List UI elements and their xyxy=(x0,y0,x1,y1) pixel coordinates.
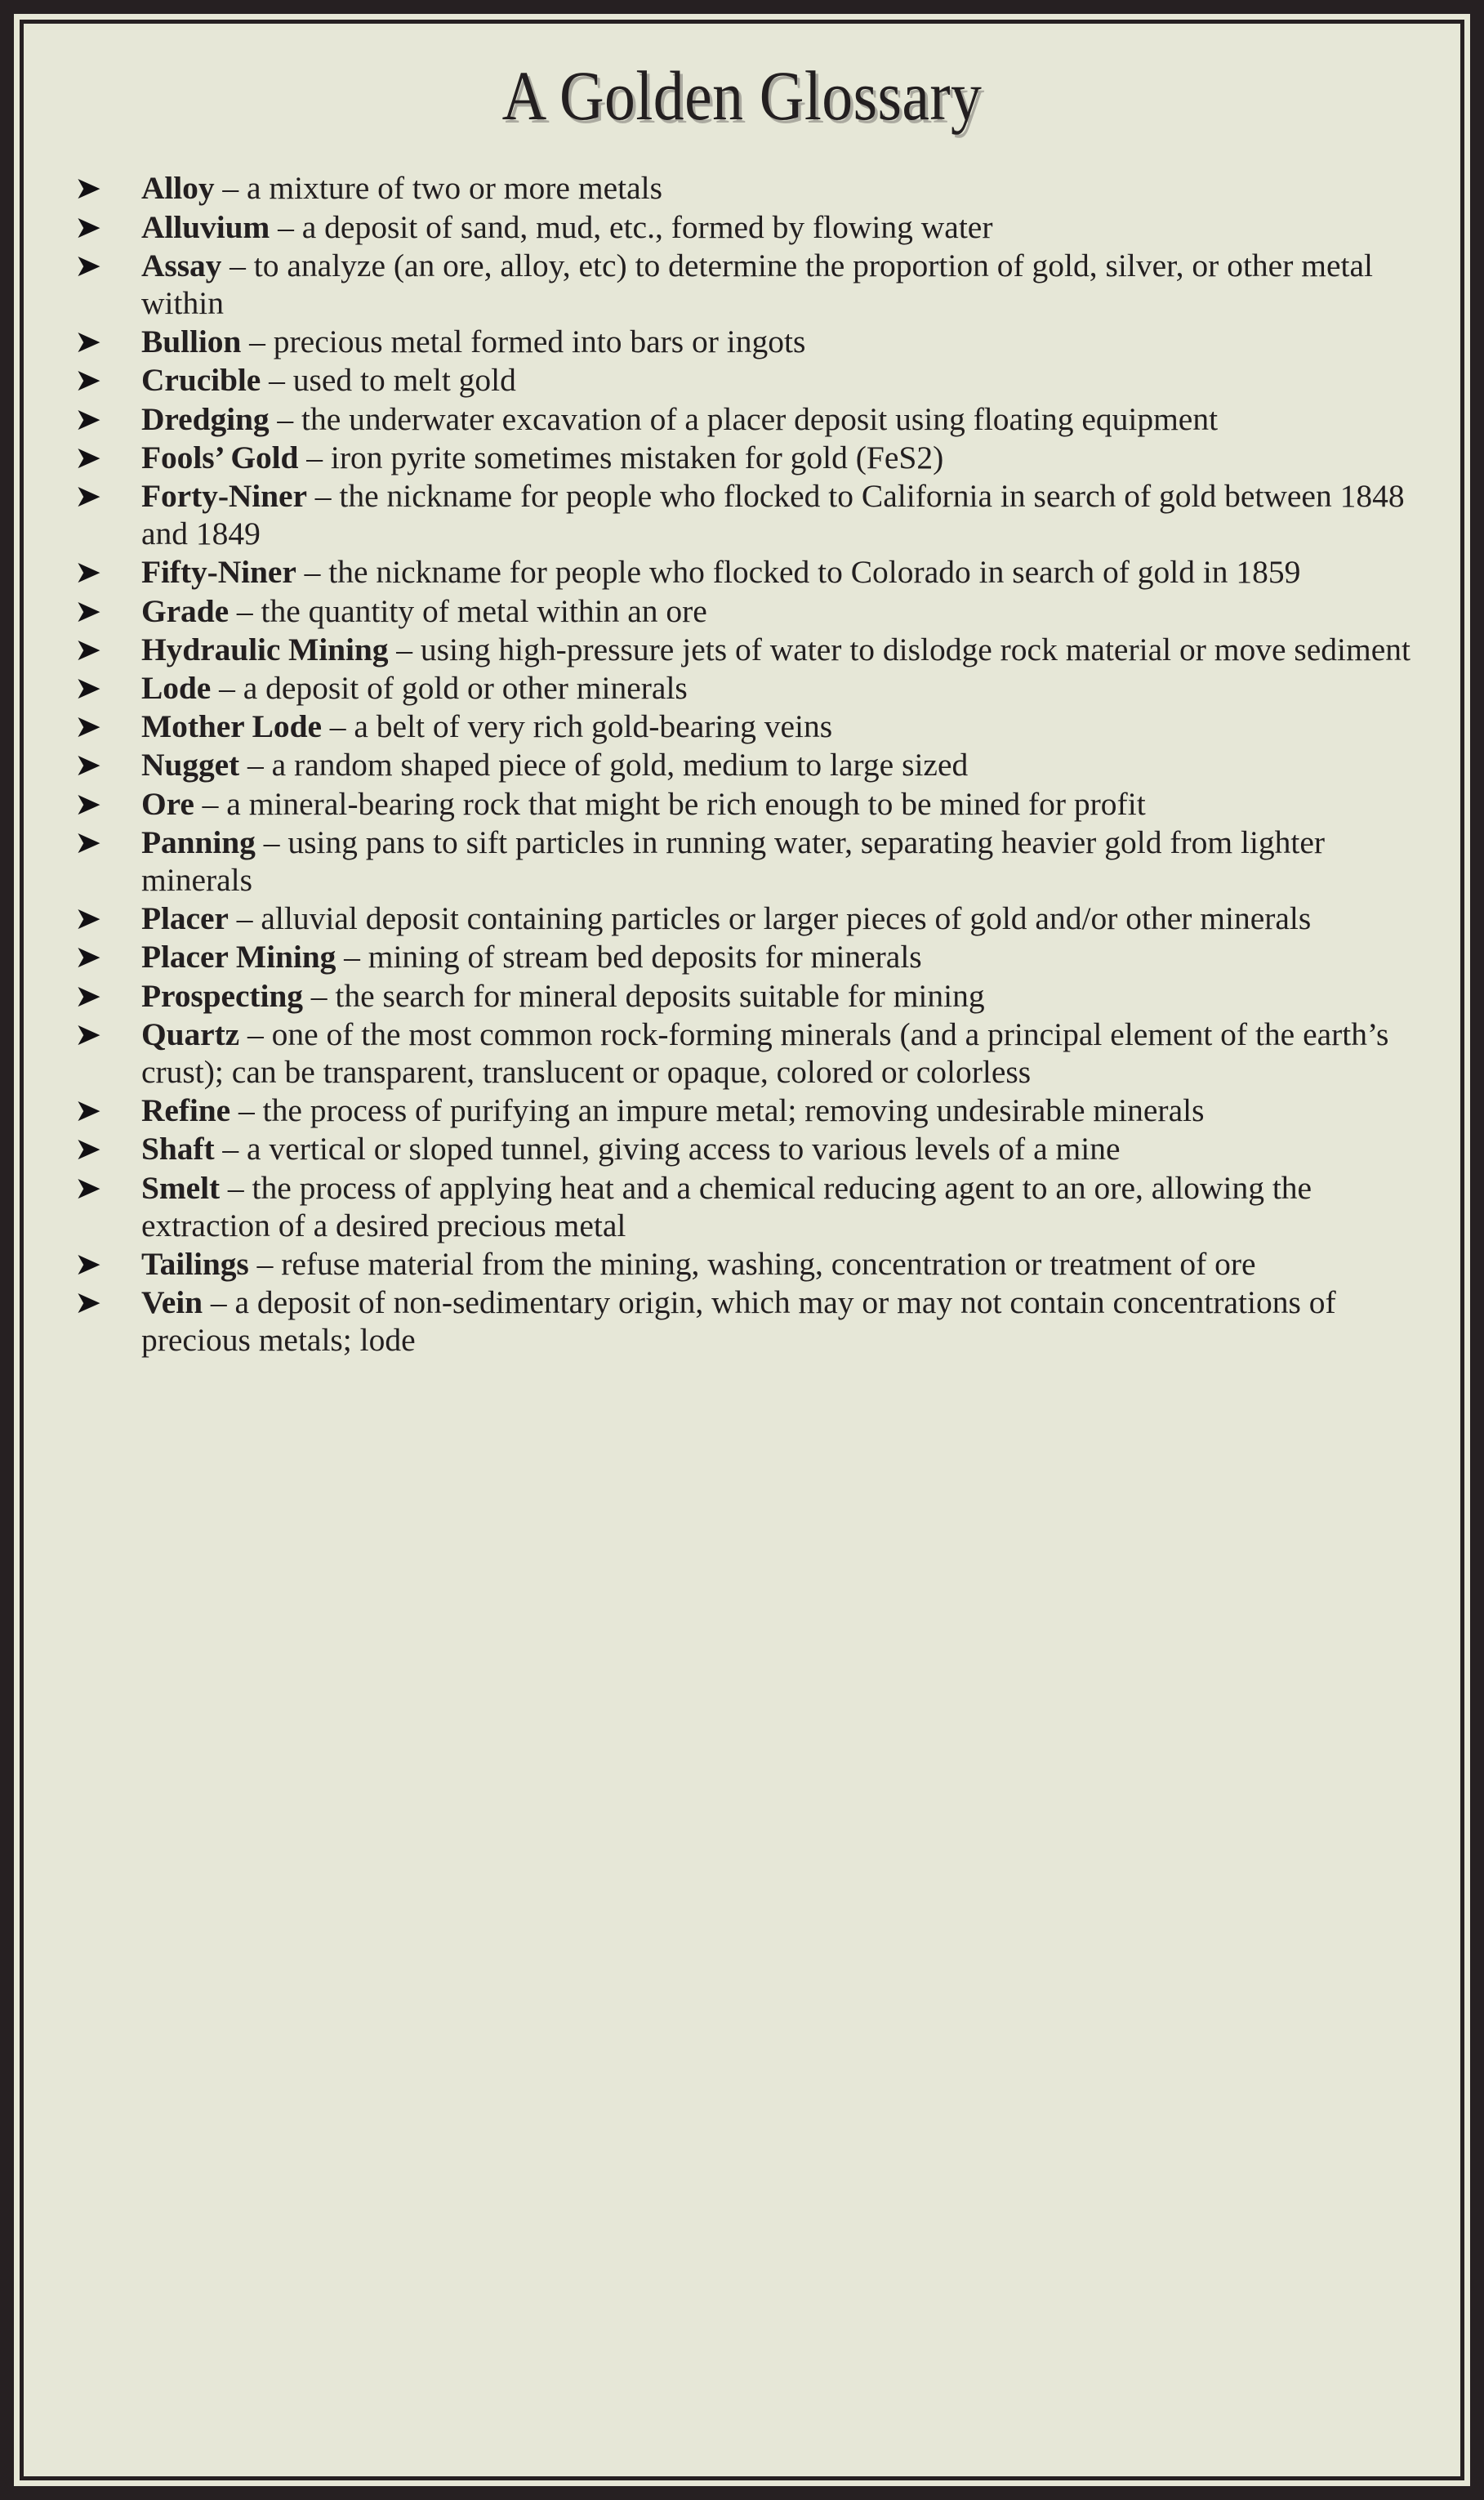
glossary-entry xyxy=(69,708,1411,745)
arrow-bullet-icon: ➤ xyxy=(74,787,102,822)
arrow-bullet-icon: ➤ xyxy=(74,1171,102,1206)
glossary-entry xyxy=(69,1283,1411,1359)
arrow-bullet-icon: ➤ xyxy=(74,940,102,975)
glossary-term: Bullion xyxy=(141,324,242,360)
glossary-entry xyxy=(69,900,1411,937)
glossary-entry xyxy=(69,669,1411,707)
glossary-entry xyxy=(69,746,1411,783)
glossary-term: Lode xyxy=(141,669,212,706)
glossary-term: Smelt xyxy=(141,1169,221,1206)
term-definition-separator: – xyxy=(220,1169,252,1206)
glossary-entry xyxy=(69,477,1411,552)
glossary-definition: the quantity of metal within an ore xyxy=(261,592,707,629)
term-definition-separator: – xyxy=(194,785,227,822)
poster-frame-inner-rule xyxy=(20,20,1464,2480)
glossary-term: Fifty-Niner xyxy=(141,554,296,591)
arrow-bullet-icon: ➤ xyxy=(74,325,102,360)
glossary-entry xyxy=(69,938,1411,975)
glossary-term: Shaft xyxy=(141,1131,215,1167)
term-definition-separator: – xyxy=(306,477,340,514)
glossary-definition: to analyze (an ore, alloy, etc) to determine the proportion of gold, silver, or other metal within xyxy=(141,247,1373,321)
arrow-bullet-icon: ➤ xyxy=(74,364,102,399)
glossary-entry xyxy=(69,1169,1411,1244)
arrow-bullet-icon: ➤ xyxy=(74,1286,102,1321)
glossary-definition: a deposit of sand, mud, etc., formed by flowing water xyxy=(301,208,993,245)
arrow-bullet-icon: ➤ xyxy=(74,748,102,783)
glossary-entry xyxy=(69,400,1411,438)
glossary-definition: a mineral-bearing rock that might be rich enough to be mined for profit xyxy=(226,785,1146,822)
glossary-term: Placer Mining xyxy=(141,939,336,975)
glossary-entry xyxy=(69,785,1411,823)
term-definition-separator: – xyxy=(302,977,336,1014)
arrow-bullet-icon: ➤ xyxy=(74,902,102,937)
glossary-entry xyxy=(69,631,1411,668)
arrow-bullet-icon: ➤ xyxy=(74,710,102,745)
glossary-term: Fools’ Gold xyxy=(141,439,299,475)
arrow-bullet-icon: ➤ xyxy=(74,402,102,437)
term-definition-separator: – xyxy=(214,1131,247,1167)
arrow-bullet-icon: ➤ xyxy=(74,979,102,1014)
arrow-bullet-icon: ➤ xyxy=(74,479,102,514)
glossary-term: Hydraulic Mining xyxy=(141,631,389,667)
term-definition-separator: – xyxy=(321,708,354,745)
glossary-definition: a deposit of non-sedimentary origin, which may or may not contain concentrations of precious metals; lode xyxy=(141,1284,1336,1359)
glossary-definition: used to melt gold xyxy=(292,362,516,399)
glossary-definition: a vertical or sloped tunnel, giving access to various levels of a mine xyxy=(247,1131,1121,1167)
glossary-definition: the process of purifying an impure metal; removing undesirable minerals xyxy=(262,1092,1205,1129)
term-definition-separator: – xyxy=(211,669,243,706)
glossary-term: Vein xyxy=(141,1284,203,1321)
glossary-entry xyxy=(69,361,1411,399)
term-definition-separator: – xyxy=(388,631,421,667)
glossary-term: Grade xyxy=(141,592,230,629)
glossary-definition: precious metal formed into bars or ingots xyxy=(273,324,806,360)
arrow-bullet-icon: ➤ xyxy=(74,1017,102,1052)
glossary-definition: the process of applying heat and a chemical reducing agent to an ore, allowing the extraction of a desired precious metal xyxy=(141,1169,1312,1243)
glossary-entry xyxy=(69,1245,1411,1283)
arrow-bullet-icon: ➤ xyxy=(74,594,102,629)
glossary-term: Alloy xyxy=(141,170,215,207)
glossary-entry xyxy=(69,247,1411,322)
glossary-definition: mining of stream bed deposits for minerals xyxy=(368,939,922,975)
poster-frame-gap xyxy=(14,14,1470,2486)
term-definition-separator: – xyxy=(202,1284,235,1321)
glossary-definition: a deposit of gold or other minerals xyxy=(243,669,688,706)
glossary-entry xyxy=(69,1130,1411,1167)
glossary-list xyxy=(69,169,1415,1359)
glossary-entry xyxy=(69,1092,1411,1129)
glossary-definition: refuse material from the mining, washing, concentration or treatment of ore xyxy=(281,1246,1256,1282)
glossary-definition: alluvial deposit containing particles or larger pieces of gold and/or other minerals xyxy=(261,900,1312,937)
term-definition-separator: – xyxy=(298,439,331,475)
glossary-sheet xyxy=(24,24,1460,2476)
glossary-definition: a random shaped piece of gold, medium to large sized xyxy=(271,747,969,783)
glossary-term: Crucible xyxy=(141,362,261,399)
glossary-term: Tailings xyxy=(141,1246,249,1282)
glossary-term: Panning xyxy=(141,824,256,860)
glossary-term: Mother Lode xyxy=(141,708,322,745)
arrow-bullet-icon: ➤ xyxy=(74,632,102,667)
glossary-term: Refine xyxy=(141,1092,231,1129)
glossary-definition: iron pyrite sometimes mistaken for gold (FeS2) xyxy=(330,439,944,475)
arrow-bullet-icon: ➤ xyxy=(74,1248,102,1282)
arrow-bullet-icon: ➤ xyxy=(74,210,102,245)
glossary-definition: the underwater excavation of a placer deposit using floating equipment xyxy=(301,400,1219,437)
glossary-term: Quartz xyxy=(141,1016,240,1052)
glossary-definition: using high-pressure jets of water to dislodge rock material or move sediment xyxy=(420,631,1410,667)
term-definition-separator: – xyxy=(336,939,368,975)
glossary-definition: the nickname for people who flocked to California in search of gold between 1848 and 1849 xyxy=(141,477,1405,552)
glossary-entry xyxy=(69,553,1411,591)
glossary-definition: one of the most common rock-forming minerals (and a principal element of the earth’s crust); can be transparent, translucent or opaque, colored or colorless xyxy=(141,1016,1389,1090)
term-definition-separator: – xyxy=(239,1016,272,1052)
glossary-entry xyxy=(69,439,1411,476)
term-definition-separator: – xyxy=(228,900,261,937)
glossary-definition: the search for mineral deposits suitable for mining xyxy=(335,977,985,1014)
glossary-term: Forty-Niner xyxy=(141,477,307,514)
glossary-definition: using pans to sift particles in running water, separating heavier gold from lighter minerals xyxy=(141,824,1326,898)
term-definition-separator: – xyxy=(296,554,329,591)
glossary-entry xyxy=(69,169,1411,207)
glossary-definition: the nickname for people who flocked to Colorado in search of gold in 1859 xyxy=(328,554,1301,591)
term-definition-separator: – xyxy=(239,747,272,783)
page-title: A Golden Glossary xyxy=(501,56,983,135)
term-definition-separator: – xyxy=(270,208,302,245)
arrow-bullet-icon: ➤ xyxy=(74,1132,102,1167)
glossary-entry xyxy=(69,323,1411,360)
glossary-term: Assay xyxy=(141,247,222,283)
arrow-bullet-icon: ➤ xyxy=(74,671,102,706)
glossary-definition: a mixture of two or more metals xyxy=(246,170,662,207)
glossary-entry xyxy=(69,1016,1411,1091)
arrow-bullet-icon: ➤ xyxy=(74,825,102,860)
arrow-bullet-icon: ➤ xyxy=(74,440,102,475)
glossary-entry xyxy=(69,208,1411,246)
glossary-term: Placer xyxy=(141,900,229,937)
term-definition-separator: – xyxy=(241,324,274,360)
glossary-term: Nugget xyxy=(141,747,240,783)
term-definition-separator: – xyxy=(214,170,247,207)
glossary-entry xyxy=(69,977,1411,1015)
term-definition-separator: – xyxy=(230,1092,263,1129)
glossary-entry xyxy=(69,824,1411,899)
term-definition-separator: – xyxy=(261,362,293,399)
term-definition-separator: – xyxy=(248,1246,282,1282)
term-definition-separator: – xyxy=(221,247,254,283)
glossary-definition: a belt of very rich gold-bearing veins xyxy=(354,708,833,745)
glossary-term: Alluvium xyxy=(141,208,270,245)
glossary-term: Prospecting xyxy=(141,977,303,1014)
term-definition-separator: – xyxy=(229,592,261,629)
arrow-bullet-icon: ➤ xyxy=(74,1094,102,1129)
arrow-bullet-icon: ➤ xyxy=(74,172,102,207)
arrow-bullet-icon: ➤ xyxy=(74,248,102,283)
glossary-term: Dredging xyxy=(141,400,270,437)
glossary-term: Ore xyxy=(141,785,194,822)
arrow-bullet-icon: ➤ xyxy=(74,556,102,591)
term-definition-separator: – xyxy=(269,400,301,437)
term-definition-separator: – xyxy=(255,824,288,860)
glossary-entry xyxy=(69,592,1411,630)
